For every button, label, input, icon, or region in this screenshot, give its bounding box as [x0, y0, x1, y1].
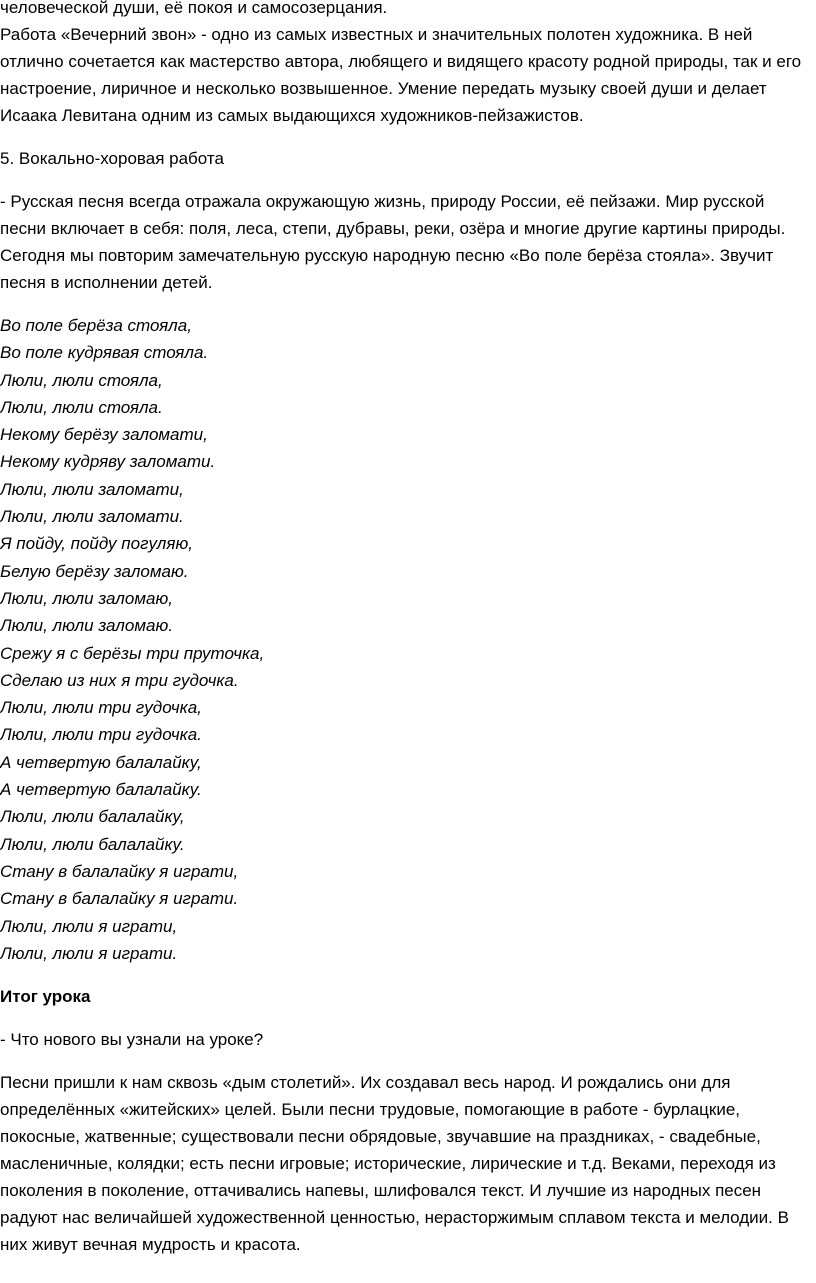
song-line: Некому берёзу заломати,	[0, 425, 208, 445]
song-lyrics	[0, 312, 810, 967]
summary-paragraph: Песни пришли к нам сквозь «дым столетий». Их создавал весь народ. И рождались они для определённых «житейских» целей. Были песни трудовые, помогающие в работе - бурлацкие, покосные, жатвенные; существовали песни обрядовые, звучавшие на праздниках, - свадебные, масленичные, колядки; есть песни игровые; исторические, лирические и т.д. Веками, переходя из поколения в поколение, оттачивались напевы, шлифовался текст. И лучшие из народных песен радуют нас величайшей художественной ценностью, нерасторжимым сплавом текста и мелодии. В них живут вечная мудрость и красота.	[0, 1073, 789, 1255]
intro-tail-text: человеческой души, её покоя и самосозерцания.	[0, 0, 388, 17]
song-line: Люли, люли я играти.	[0, 943, 178, 963]
song-line: Люли, люли стояла,	[0, 370, 163, 390]
song-line: Я пойду, пойду погуляю,	[0, 534, 193, 554]
song-line: Во поле кудрявая стояла.	[0, 343, 209, 363]
song-line: Срежу я с берёзы три пруточка,	[0, 643, 265, 663]
song-line: Люли, люли три гудочка.	[0, 725, 202, 745]
song-line: Некому кудряву заломати.	[0, 452, 216, 472]
song-line: Люли, люли я играти,	[0, 916, 178, 936]
song-line: Люли, люли заломаю.	[0, 616, 173, 636]
song-line: Люли, люли три гудочка,	[0, 698, 202, 718]
song-line: Стану в балалайку я играти,	[0, 861, 239, 881]
intro-paragraph: Работа «Вечерний звон» - одно из самых известных и значительных полотен художника. В ней отлично сочетается как мастерство автора, любящего и видящего красоту родной природы, так и его настроение, лиричное и несколько возвышенное. Умение передать музыку своей души и делает Исаака Левитана одним из самых выдающихся художников-пейзажистов.	[0, 25, 802, 125]
song-line: Люли, люли заломати,	[0, 479, 184, 499]
summary-question: - Что нового вы узнали на уроке?	[0, 1030, 264, 1050]
section-5-paragraph: - Русская песня всегда отражала окружающую жизнь, природу России, её пейзажи. Мир русской песни включает в себя: поля, леса, степи, дубравы, реки, озёра и многие другие картины природы. Сегодня мы повторим замечательную русскую народную песню «Во поле берёза стояла». Звучит песня в исполнении детей.	[0, 192, 786, 292]
song-line: Люли, люли стояла.	[0, 397, 163, 417]
song-line: А четвертую балалайку.	[0, 780, 202, 800]
song-line: Во поле берёза стояла,	[0, 316, 192, 335]
song-line: Люли, люли балалайку,	[0, 807, 185, 827]
section-5-heading: 5. Вокально-хоровая работа	[0, 149, 224, 168]
song-line: Сделаю из них я три гудочка.	[0, 670, 239, 690]
song-line: Люли, люли заломати.	[0, 507, 184, 527]
summary-heading: Итог урока	[0, 987, 91, 1007]
song-line: Белую берёзу заломаю.	[0, 561, 189, 581]
song-line: Люли, люли заломаю,	[0, 588, 173, 608]
song-line: Стану в балалайку я играти.	[0, 889, 239, 909]
song-line: А четвертую балалайку,	[0, 752, 202, 772]
song-line: Люли, люли балалайку.	[0, 834, 185, 854]
